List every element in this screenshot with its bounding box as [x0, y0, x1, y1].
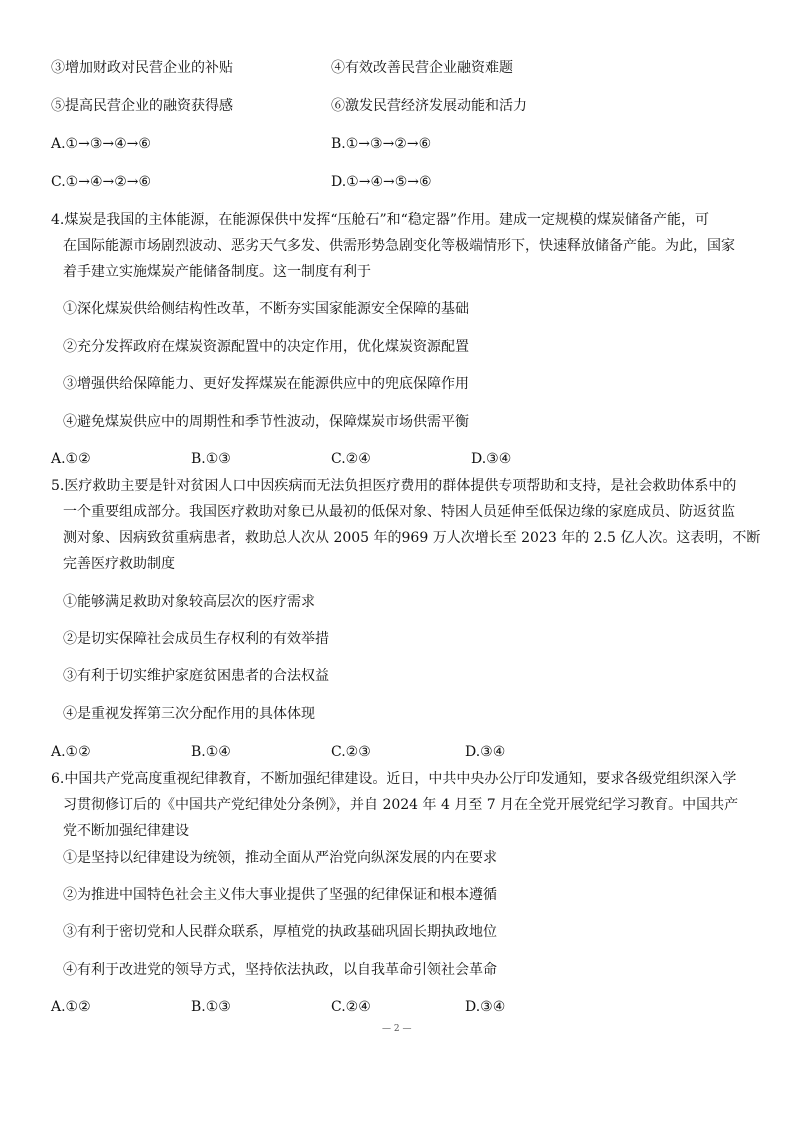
q4-stem-line-3: 着手建立实施煤炭产能储备制度。这一制度有利于	[63, 264, 371, 280]
q6-stem-line-1: 6.中国共产党高度重视纪律教育，不断加强纪律建设。近日，中共中央办公厅印发通知，要求各级党组织深入学	[51, 771, 737, 787]
q6-item-2: ②为推进中国特色社会主义伟大事业提供了坚强的纪律保证和根本遵循	[63, 887, 497, 903]
q3-option-a: A.①→③→④→⑥	[51, 136, 151, 152]
page-number: — 2 —	[382, 1024, 412, 1034]
q6-item-1: ①是坚持以纪律建设为统领，推动全面从严治党向纵深发展的内在要求	[63, 850, 497, 866]
q5-stem-line-1: 5.医疗救助主要是针对贫困人口中因疾病而无法负担医疗费用的群体提供专项帮助和支持，是社会救助体系中的	[51, 478, 737, 494]
q6-option-c: C.②④	[331, 999, 371, 1015]
q4-item-4: ④避免煤炭供应中的周期性和季节性波动，保障煤炭市场供需平衡	[63, 414, 469, 430]
q5-item-3: ③有利于切实维护家庭贫困患者的合法权益	[63, 668, 329, 684]
q4-item-2: ②充分发挥政府在煤炭资源配置中的决定作用，优化煤炭资源配置	[63, 339, 469, 355]
q5-option-d: D.③④	[465, 744, 506, 760]
q3-item-5: ⑤提高民营企业的融资获得感	[51, 98, 233, 114]
q5-option-b: B.①④	[191, 744, 231, 760]
q4-stem-line-2: 在国际能源市场剧烈波动、恶劣天气多发、供需形势急剧变化等极端情形下，快速释放储备产能。为此，国家	[63, 238, 735, 254]
q5-item-1: ①能够满足救助对象较高层次的医疗需求	[63, 594, 315, 610]
q4-option-b: B.①③	[191, 451, 231, 467]
q3-option-b: B.①→③→②→⑥	[331, 136, 432, 152]
q5-stem-line-3: 测对象、因病致贫重病患者，救助总人次从 2005 年的969 万人次增长至 2023 年的 2.5 亿人次。这表明，不断	[63, 530, 761, 546]
q6-stem-line-3: 党不断加强纪律建设	[63, 823, 189, 839]
q4-item-3: ③增强供给保障能力、更好发挥煤炭在能源供应中的兜底保障作用	[63, 376, 469, 392]
q6-option-b: B.①③	[191, 999, 231, 1015]
q4-option-a: A.①②	[51, 451, 91, 467]
q5-item-4: ④是重视发挥第三次分配作用的具体体现	[63, 706, 315, 722]
q3-item-6: ⑥激发民营经济发展动能和活力	[331, 98, 527, 114]
q6-option-d: D.③④	[465, 999, 506, 1015]
q3-item-4: ④有效改善民营企业融资难题	[331, 60, 513, 76]
q6-item-4: ④有利于改进党的领导方式，坚持依法执政，以自我革命引领社会革命	[63, 962, 497, 978]
q5-stem-line-2: 一个重要组成部分。我国医疗救助对象已从最初的低保对象、特困人员延伸至低保边缘的家庭成员、防返贫监	[63, 504, 735, 520]
q6-option-a: A.①②	[51, 999, 91, 1015]
q5-option-a: A.①②	[51, 744, 91, 760]
q4-option-c: C.②④	[331, 451, 371, 467]
q6-stem-line-2: 习贯彻修订后的《中国共产党纪律处分条例》，并自 2024 年 4 月至 7 月在全党开展党纪学习教育。中国共产	[63, 797, 739, 813]
q4-item-1: ①深化煤炭供给侧结构性改革，不断夯实国家能源安全保障的基础	[63, 301, 469, 317]
q6-item-3: ③有利于密切党和人民群众联系，厚植党的执政基础巩固长期执政地位	[63, 924, 497, 940]
q4-stem-line-1: 4.煤炭是我国的主体能源，在能源保供中发挥“压舱石”和“稳定器”作用。建成一定规模的煤炭储备产能，可	[51, 212, 709, 228]
q3-option-d: D.①→④→⑤→⑥	[331, 174, 432, 190]
q4-option-d: D.③④	[471, 451, 512, 467]
q5-item-2: ②是切实保障社会成员生存权利的有效举措	[63, 631, 329, 647]
q5-option-c: C.②③	[331, 744, 371, 760]
q5-stem-line-4: 完善医疗救助制度	[63, 556, 175, 572]
q3-item-3: ③增加财政对民营企业的补贴	[51, 60, 233, 76]
q3-option-c: C.①→④→②→⑥	[51, 174, 152, 190]
